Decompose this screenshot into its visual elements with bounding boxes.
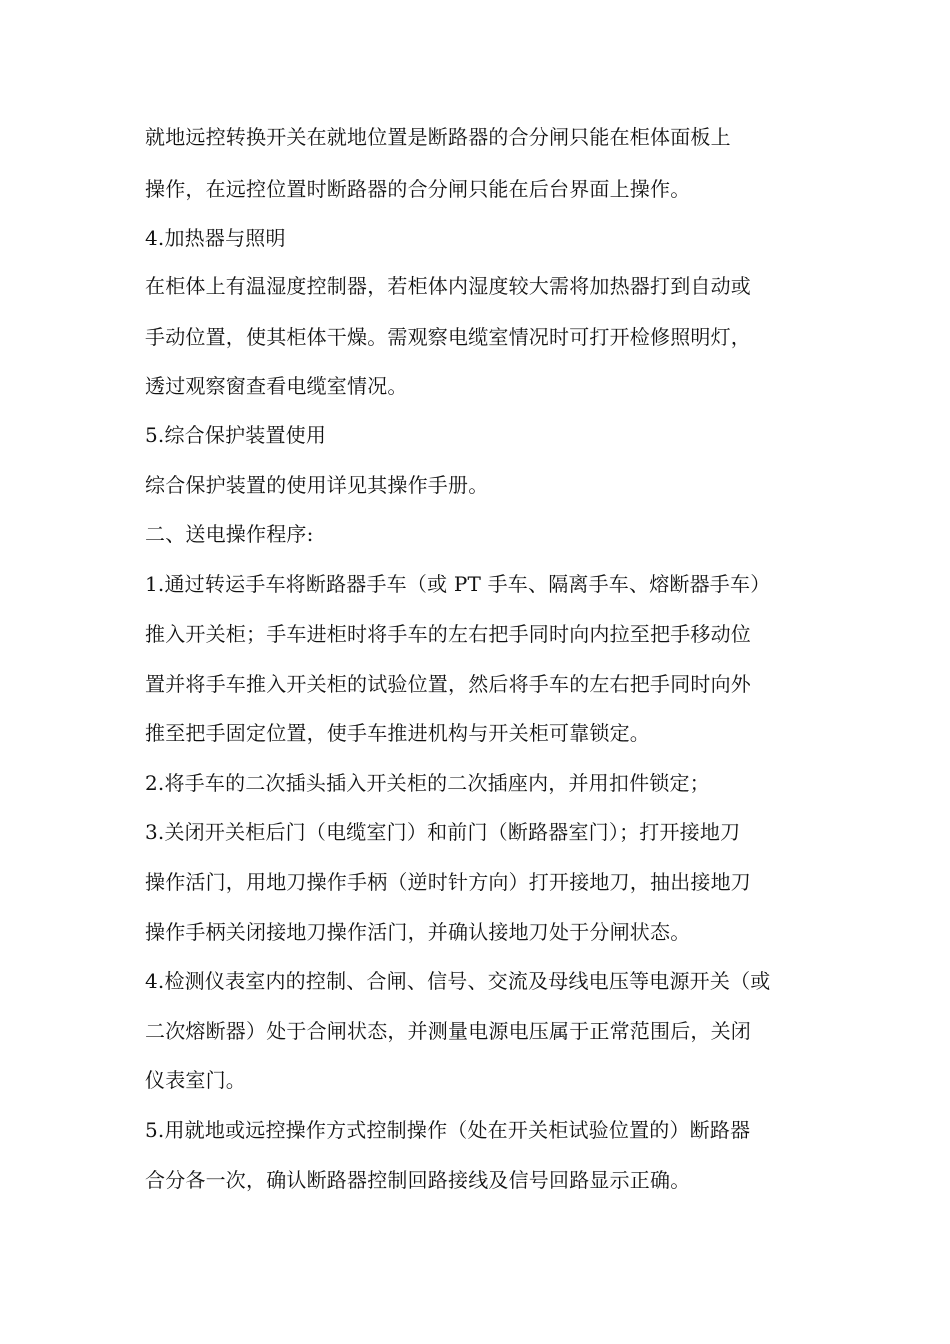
text-line: 就地远控转换开关在就地位置是断路器的合分闸只能在柜体面板上 — [145, 125, 731, 149]
text-line: 4.检测仪表室内的控制、合闸、信号、交流及母线电压等电源开关（或 — [145, 969, 771, 993]
text-line: 5.用就地或远控操作方式控制操作（处在开关柜试验位置的）断路器 — [145, 1118, 751, 1142]
text-line: 透过观察窗查看电缆室情况。 — [145, 374, 408, 398]
text-line: 操作活门，用地刀操作手柄（逆时针方向）打开接地刀，抽出接地刀 — [145, 870, 751, 894]
text-line: 1.通过转运手车将断路器手车（或 PT 手车、隔离手车、熔断器手车） — [145, 572, 771, 596]
text-line: 合分各一次，确认断路器控制回路接线及信号回路显示正确。 — [145, 1168, 691, 1192]
text-line: 2.将手车的二次插头插入开关柜的二次插座内，并用扣件锁定； — [145, 771, 710, 795]
text-line: 操作，在远控位置时断路器的合分闸只能在后台界面上操作。 — [145, 177, 691, 201]
text-line: 手动位置，使其柜体干燥。需观察电缆室情况时可打开检修照明灯， — [145, 325, 751, 349]
section-heading: 5.综合保护装置使用 — [145, 423, 327, 447]
text-line: 3.关闭开关柜后门（电缆室门）和前门（断路器室门）；打开接地刀 — [145, 820, 741, 844]
text-line: 仪表室门。 — [145, 1068, 246, 1092]
section-heading: 二、送电操作程序: — [145, 522, 314, 546]
text-line: 二次熔断器）处于合闸状态，并测量电源电压属于正常范围后，关闭 — [145, 1019, 751, 1043]
text-line: 综合保护装置的使用详见其操作手册。 — [145, 473, 489, 497]
section-heading: 4.加热器与照明 — [145, 226, 286, 250]
text-line: 推至把手固定位置，使手车推进机构与开关柜可靠锁定。 — [145, 721, 650, 745]
text-line: 在柜体上有温湿度控制器，若柜体内湿度较大需将加热器打到自动或 — [145, 274, 751, 298]
text-line: 推入开关柜；手车进柜时将手车的左右把手同时向内拉至把手移动位 — [145, 622, 751, 646]
text-line: 操作手柄关闭接地刀操作活门，并确认接地刀处于分闸状态。 — [145, 920, 691, 944]
text-line: 置并将手车推入开关柜的试验位置，然后将手车的左右把手同时向外 — [145, 672, 751, 696]
